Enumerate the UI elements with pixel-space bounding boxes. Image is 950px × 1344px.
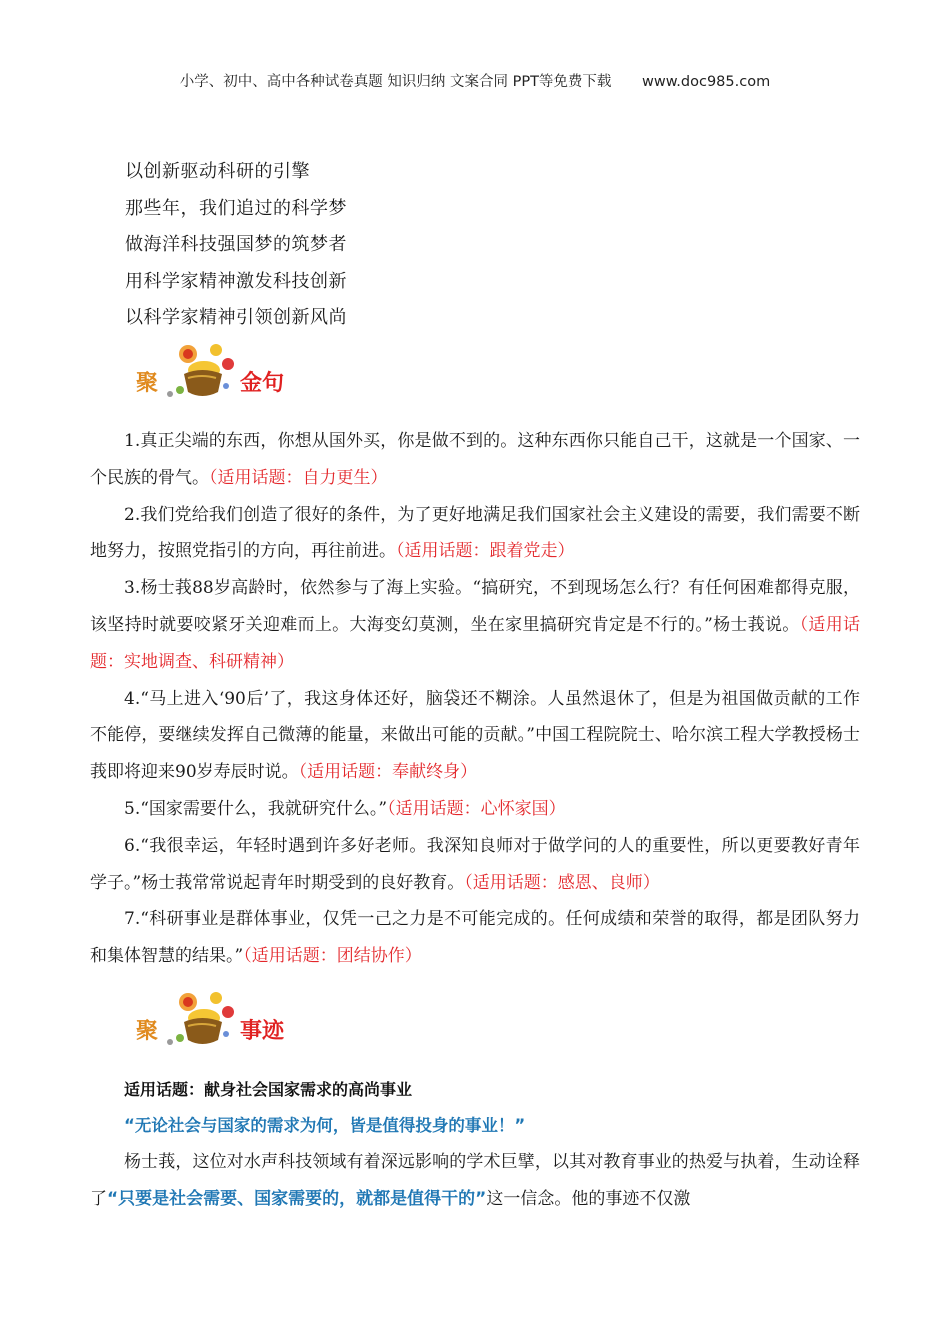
title-list	[125, 154, 347, 337]
section-heading-deeds	[136, 988, 376, 1058]
topic-tag: （适用话题：感恩、良师）	[464, 872, 660, 893]
highlight-quote: “只要是社会需要、国家需要的，就都是值得干的”	[107, 1188, 487, 1209]
title-item: 做海洋科技强国梦的筑梦者	[125, 234, 347, 255]
quote-item: 2.我们党给我们创造了很好的条件，为了更好地满足我们国家社会主义建设的需要，我们需要不断地努力，按照党指引的方向，再往前进。（适用话题：跟着党走）	[90, 504, 860, 562]
topic-tag: （适用话题：团结协作）	[243, 946, 422, 967]
motto: “无论社会与国家的需求为何，皆是值得投身的事业！”	[124, 1116, 526, 1135]
quote-item: 5.“国家需要什么，我就研究什么。”（适用话题：心怀家国）	[124, 798, 566, 819]
topic-heading: 适用话题：献身社会国家需求的高尚事业	[124, 1080, 413, 1099]
title-item: 以科学家精神引领创新风尚	[125, 307, 347, 328]
topic-tag: （适用话题：自力更生）	[209, 467, 388, 488]
topic-tag: （适用话题：心怀家国）	[387, 798, 566, 819]
treasure-pot-icon	[158, 988, 244, 1050]
treasure-pot-icon	[158, 340, 244, 402]
quote-item: 4.“马上进入‘90后’了，我这身体还好，脑袋还不糊涂。人虽然退休了，但是为祖国做贡献的工作不能停，要继续发挥自己微薄的能量，来做出可能的贡献。”中国工程院院士、哈尔滨工程大学教授杨士莪即将迎来90岁寿辰时说。（适用话题：奉献终身）	[90, 688, 860, 783]
header-text: 小学、初中、高中各种试卷真题 知识归纳 文案合同 PPT等免费下载	[179, 74, 612, 90]
section-prefix: 聚	[136, 371, 159, 396]
section-title: 事迹	[240, 1019, 285, 1044]
story-paragraph: 杨士莪，这位对水声科技领域有着深远影响的学术巨擘，以其对教育事业的热爱与执着，生动诠释了“只要是社会需要、国家需要的，就都是值得干的”这一信念。他的事迹不仅激	[90, 1152, 860, 1209]
title-item: 那些年，我们追过的科学梦	[125, 197, 347, 219]
section-title: 金句	[240, 371, 285, 396]
title-item: 用科学家精神激发科技创新	[125, 270, 347, 292]
title-item: 以创新驱动科研的引擎	[125, 161, 310, 182]
topic-tag: （适用话题：奉献终身）	[298, 762, 478, 783]
topic-tag: （适用话题：实地调查、科研精神）	[90, 614, 860, 672]
quote-item: 3.杨士莪88岁高龄时，依然参与了海上实验。“搞研究，不到现场怎么行？有任何困难都得克服，该坚持时就要咬紧牙关迎难而上。大海变幻莫测，坐在家里搞研究肯定是不行的。”杨士莪说。（适用话题：实地调查、科研精神）	[90, 578, 860, 672]
golden-quotes	[90, 423, 860, 975]
deeds-section	[90, 1072, 860, 1218]
quote-item: 7.“科研事业是群体事业，仅凭一己之力是不可能完成的。任何成绩和荣誉的取得，都是团队努力和集体智慧的结果。”（适用话题：团结协作）	[90, 909, 860, 967]
header-url[interactable]: www.doc985.com	[642, 74, 771, 90]
topic-tag: （适用话题：跟着党走）	[396, 541, 575, 562]
section-heading-golden-quotes	[136, 340, 376, 410]
quote-item: 6.“我很幸运，年轻时遇到许多好老师。我深知良师对于做学问的人的重要性，所以更要教好青年学子。”杨士莪常常说起青年时期受到的良好教育。（适用话题：感恩、良师）	[90, 835, 860, 893]
quote-item: 1.真正尖端的东西，你想从国外买，你是做不到的。这种东西你只能自己干，这就是一个国家、一个民族的骨气。（适用话题：自力更生）	[90, 431, 860, 488]
section-prefix: 聚	[136, 1019, 159, 1044]
page-header	[0, 70, 950, 91]
